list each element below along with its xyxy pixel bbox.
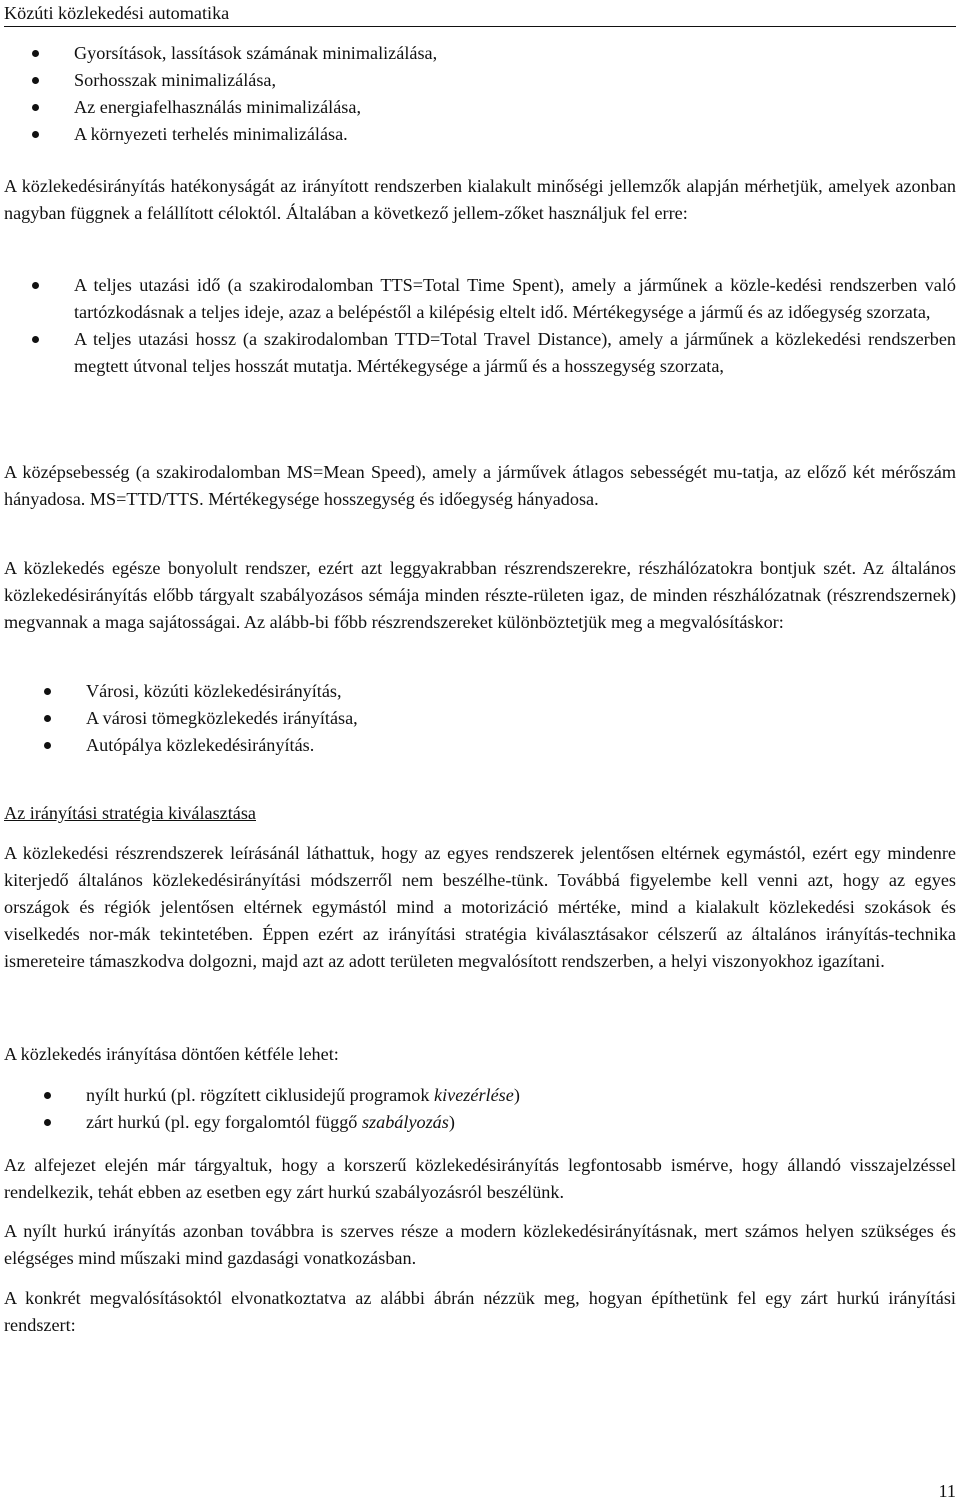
bullet-icon: [44, 742, 51, 749]
bullet-icon: [44, 1119, 51, 1126]
list-item: Városi, közúti közlekedésirányítás,: [86, 678, 946, 705]
paragraph: A közlekedés egésze bonyolult rendszer, ezért azt leggyakrabban részrendszerekre, részhálózatokra bontjuk szét. Az általános közlekedésirányítás előbb tárgyalt szabályozásos sémája minden részte-rületen igaz, de minden részhálózatnak (részrendszernek) megvannak a maga sajátosságai. Az alább-bi főbb részrendszereket különböztetjük meg a megvalósításkor:: [4, 558, 956, 632]
list-item: A városi tömegközlekedés irányítása,: [86, 705, 946, 732]
list-item: A teljes utazási hossz (a szakirodalomban TTD=Total Travel Distance), amely a járműnek a közlekedési rendszerben megtett útvonal teljes hosszát mutatja. Mértékegysége a jármű és a hosszegység szorzata,: [74, 326, 956, 380]
bullet-icon: [32, 50, 39, 57]
paragraph: A közlekedési részrendszerek leírásánál láthattuk, hogy az egyes rendszerek jelentősen eltérnek egymástól, ezért egy mindenre kiterjedő általános közlekedésirányítási módszerről nem beszélhe-tünk. Továbbá figyelembe kell venni azt, hogy az egyes országok és régiók jelentősen eltérnek egymástól mind a motorizáció mértéke, mind a kialakult közlekedési szokások és viselkedés nor-mák tekintetében. Éppen ezért az irányítási stratégia kiválasztásakor célszerű az általános irányítás-technika ismereteire támaszkodva dolgozni, majd azt az adott területen megvalósított rendszerben, a helyi viszonyokhoz igazítani.: [4, 843, 956, 971]
bullet-icon: [32, 104, 39, 111]
metrics-list: [74, 272, 956, 380]
list-item: Autópálya közlekedésirányítás.: [86, 732, 946, 759]
paragraph: A közlekedésirányítás hatékonyságát az irányított rendszerben kialakult minőségi jellemzők alapján mérhetjük, amelyek azonban nagyban függnek a felállított céloktól. Általában a következő jellem-zőket használjuk fel erre:: [4, 176, 956, 223]
bullet-icon: [32, 336, 39, 343]
list-item: Gyorsítások, lassítások számának minimalizálása,: [74, 40, 954, 67]
paragraph: A konkrét megvalósításoktól elvonatkoztatva az alábbi ábrán nézzük meg, hogyan építhetünk fel egy zárt hurkú irányítási rendszert:: [4, 1288, 956, 1335]
goals-list: [74, 40, 954, 148]
list-item: A teljes utazási idő (a szakirodalomban TTS=Total Time Spent), amely a járműnek a közle-kedési rendszerben való tartózkodásnak a teljes ideje, azaz a belépéstől a kilépésig eltelt idő. Mértékegysége a jármű és az időegység szorzata,: [74, 272, 956, 326]
list-item: A környezeti terhelés minimalizálása.: [74, 121, 954, 148]
control-types-list: [86, 1082, 946, 1136]
paragraph: A középsebesség (a szakirodalomban MS=Mean Speed), amely a járművek átlagos sebességét mu-tatja, az előző két mérőszám hányadosa. MS=TTD/TTS. Mértékegysége hosszegység és időegység hányadosa.: [4, 462, 956, 509]
bullet-icon: [32, 131, 39, 138]
bullet-icon: [44, 1092, 51, 1099]
bullet-icon: [44, 715, 51, 722]
list-item: Az energiafelhasználás minimalizálása,: [74, 94, 954, 121]
bullet-icon: [32, 282, 39, 289]
page-header: Közúti közlekedési automatika: [4, 0, 956, 27]
section-heading: Az irányítási stratégia kiválasztása: [4, 803, 256, 823]
paragraph: A nyílt hurkú irányítás azonban továbbra is szerves része a modern közlekedésirányításnak, mert számos helyen szükséges és elégséges mind műszaki mind gazdasági vonatkozásban.: [4, 1221, 956, 1268]
list-item: Sorhosszak minimalizálása,: [74, 67, 954, 94]
bullet-icon: [44, 688, 51, 695]
list-item: zárt hurkú (pl. egy forgalomtól függő szabályozás): [86, 1109, 946, 1136]
paragraph: A közlekedés irányítása döntően kétféle lehet:: [4, 1044, 339, 1064]
list-item: nyílt hurkú (pl. rögzített ciklusidejű programok kivezérlése): [86, 1082, 946, 1109]
paragraph: Az alfejezet elején már tárgyaltuk, hogy a korszerű közlekedésirányítás legfontosabb ismérve, hogy állandó visszajelzéssel rendelkezik, tehát ebben az esetben egy zárt hurkú szabályozásról beszélünk.: [4, 1155, 956, 1202]
page-number: 11: [938, 1481, 956, 1501]
bullet-icon: [32, 77, 39, 84]
subsystems-list: [86, 678, 946, 759]
